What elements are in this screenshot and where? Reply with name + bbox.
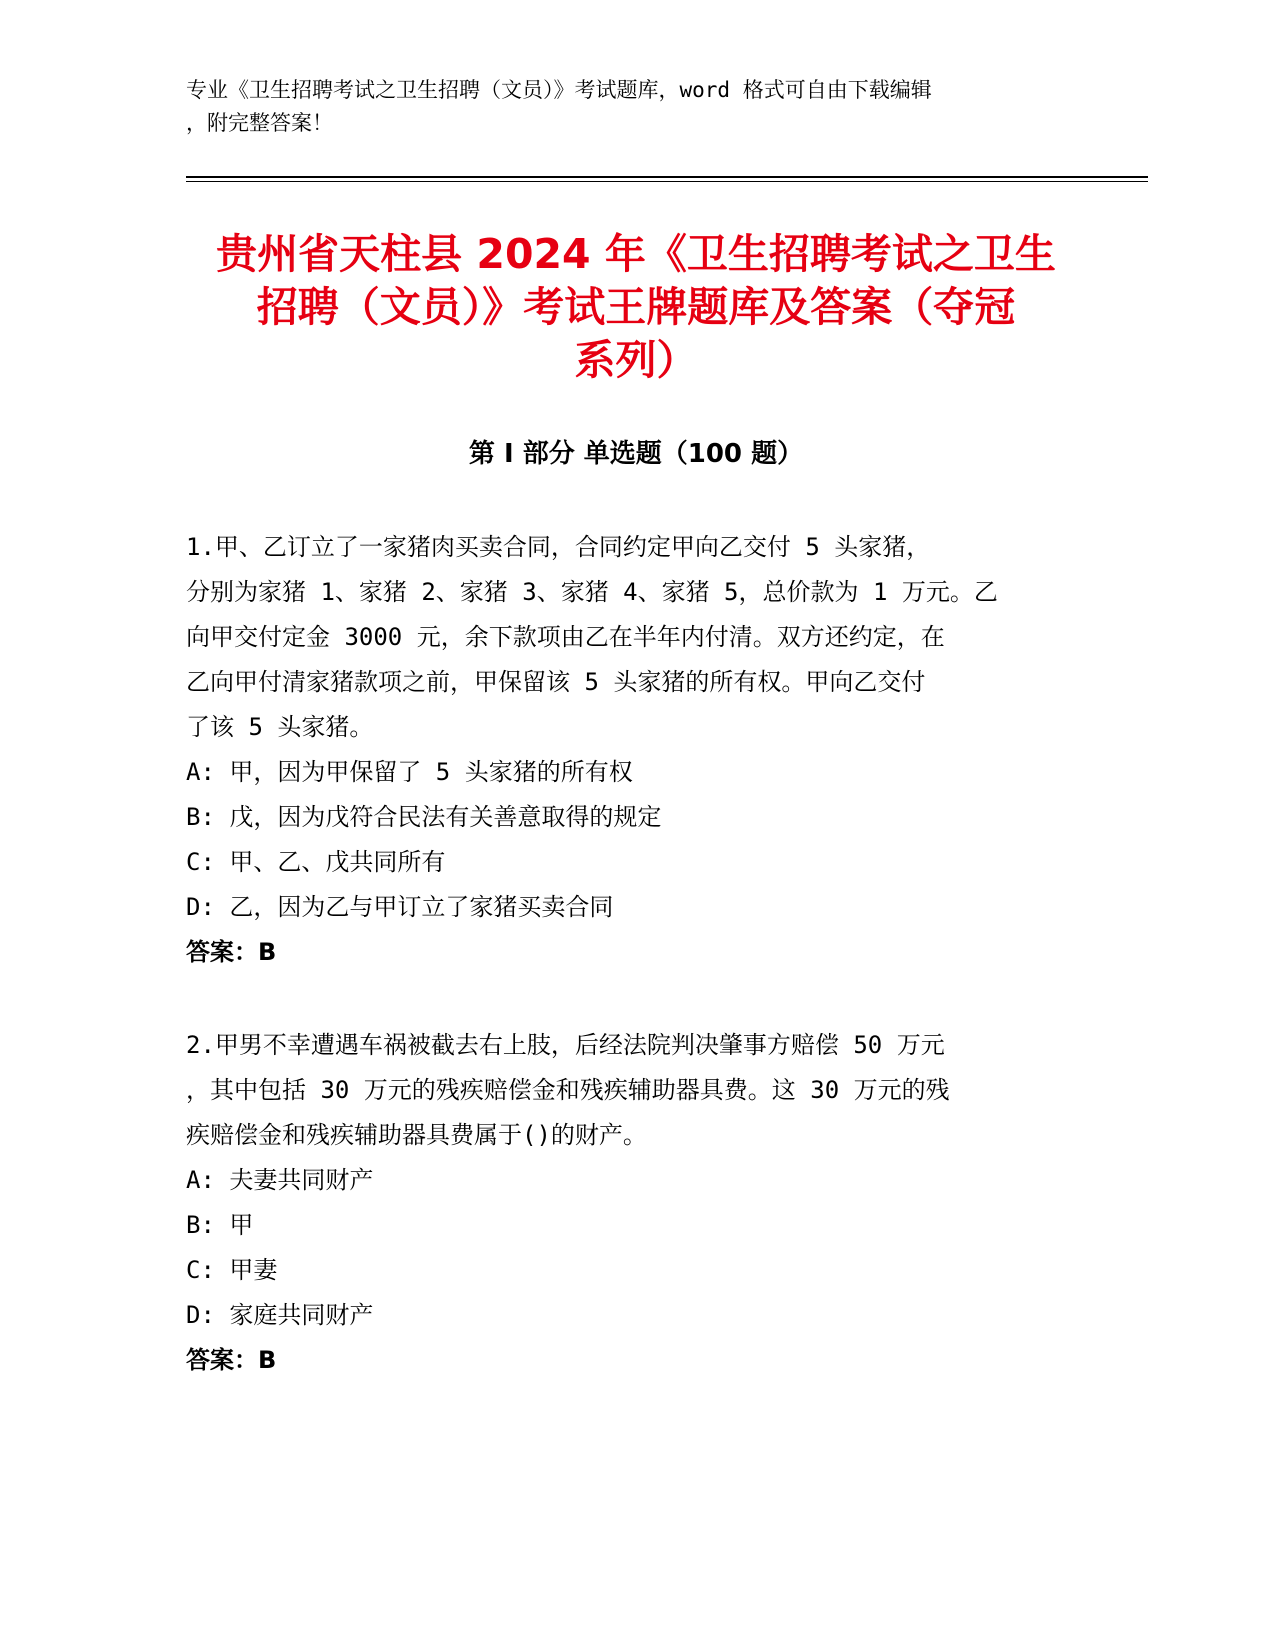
question-block [186,1023,1086,1383]
answer-label: 答案：B [186,1346,277,1374]
header-note-line-1: 专业《卫生招聘考试之卫生招聘（文员）》考试题库，word 格式可自由下载编辑 [186,78,932,102]
header-note-line-2: ，附完整答案！ [186,111,333,135]
option-text: 家庭共同财产 [229,1301,374,1329]
option-text: 甲、乙、戊共同所有 [229,848,446,876]
option-key: D: [186,1301,215,1329]
option-text: 乙，因为乙与甲订立了家猪买卖合同 [229,893,614,921]
header-note [186,74,1086,140]
option-key: C: [186,848,215,876]
title-line-1: 贵州省天柱县 2024 年《卫生招聘考试之卫生 [216,230,1056,278]
document-title [186,228,1086,387]
option-key: C: [186,1256,215,1284]
option-text: 夫妻共同财产 [229,1166,374,1194]
header-divider-thin [186,181,1148,182]
question-block [186,525,1086,975]
question-stem-line: 向甲交付定金 3000 元，余下款项由乙在半年内付清。双方还约定，在 [186,623,945,651]
option-text: 戊，因为戊符合民法有关善意取得的规定 [229,803,662,831]
option-key: A: [186,1166,215,1194]
title-line-3: 系列） [574,336,698,384]
option-text: 甲妻 [229,1256,278,1284]
option-a [186,1158,1086,1203]
question-stem-line: 乙向甲付清家猪款项之前，甲保留该 5 头家猪的所有权。甲向乙交付 [186,668,926,696]
question-stem [186,1023,1086,1158]
question-stem-line: 疾赔偿金和残疾辅助器具费属于()的财产。 [186,1121,647,1149]
option-c [186,1248,1086,1293]
question-stem-line: 2.甲男不幸遭遇车祸被截去右上肢，后经法院判决肇事方赔偿 50 万元 [186,1031,945,1059]
section-heading: 第 I 部分 单选题（100 题） [468,439,804,469]
option-text: 甲，因为甲保留了 5 头家猪的所有权 [229,758,633,786]
question-stem [186,525,1086,750]
option-b [186,795,1086,840]
option-d [186,1293,1086,1338]
title-line-2: 招聘（文员）》考试王牌题库及答案（夺冠 [256,283,1016,331]
option-key: B: [186,1211,215,1239]
option-text: 甲 [229,1211,254,1239]
option-key: A: [186,758,215,786]
question-stem-line: ，其中包括 30 万元的残疾赔偿金和残疾辅助器具费。这 30 万元的残 [186,1076,950,1104]
question-stem-line: 了该 5 头家猪。 [186,713,374,741]
option-b [186,1203,1086,1248]
option-d [186,885,1086,930]
option-key: D: [186,893,215,921]
answer-label: 答案：B [186,938,277,966]
option-key: B: [186,803,215,831]
question-stem-line: 1.甲、乙订立了一家猪肉买卖合同，合同约定甲向乙交付 5 头家猪， [186,533,931,561]
question-stem-line: 分别为家猪 1、家猪 2、家猪 3、家猪 4、家猪 5，总价款为 1 万元。乙 [186,578,998,606]
option-c [186,840,1086,885]
header-divider-thick [186,176,1148,178]
option-a [186,750,1086,795]
